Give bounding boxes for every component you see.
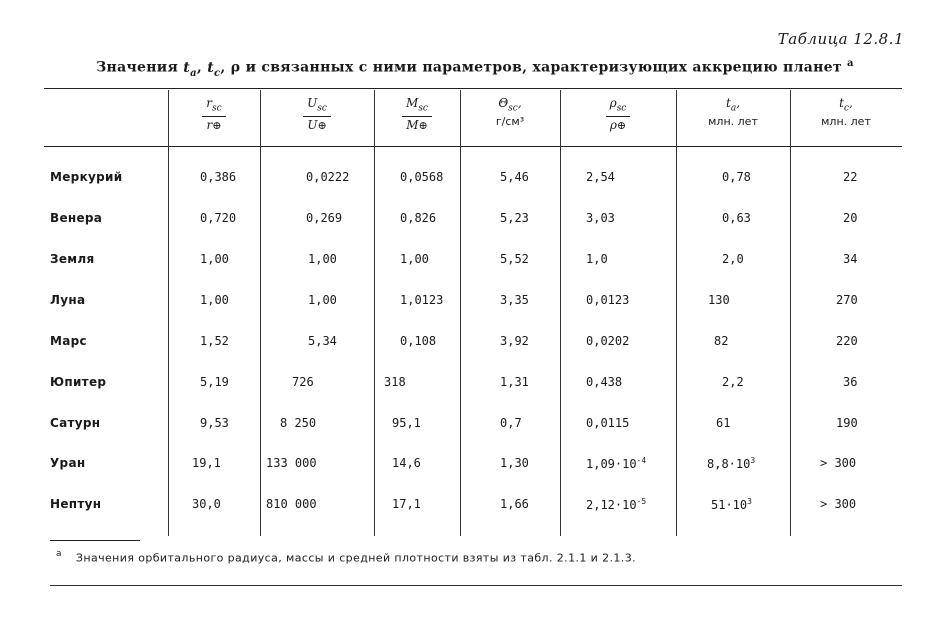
title-suffix: и связанных с ними параметров, характеризующих аккрецию планет: [245, 59, 842, 76]
cell-rho: 0,0123: [586, 293, 630, 307]
cell-theta: 1,66: [500, 497, 529, 511]
footnote-text: Значения орбитального радиуса, массы и средней плотности взяты из табл. 2.1.1 и 2.1.3.: [75, 551, 636, 565]
footnote-mark: a: [56, 549, 62, 559]
cell-M: 17,1: [392, 497, 421, 511]
cell-theta: 3,35: [500, 293, 529, 307]
cell-ta: $8,8\cdot 10^3$: [707, 456, 756, 471]
footnote: [56, 549, 636, 565]
header-U-ratio: $\frac{U_{sc}}{U\oplus}$: [260, 96, 374, 133]
header-bottom-rule: [44, 146, 902, 147]
cell-rho: 1,0: [586, 252, 608, 266]
table-row: [0, 211, 950, 231]
cell-tc: 20: [843, 211, 858, 225]
cell-r: 30,0: [192, 497, 221, 511]
cell-ta: 2,0: [722, 252, 744, 266]
cell-theta: 5,23: [500, 211, 529, 225]
cell-theta: 5,46: [500, 170, 529, 184]
cell-rho: $2,12\cdot 10^{-5}$: [586, 497, 647, 512]
cell-U: 5,34: [308, 334, 337, 348]
header-rho-ratio: $\frac{\rho_{sc}}{\rho\oplus}$: [560, 96, 676, 133]
cell-U: 8 250: [280, 416, 317, 430]
header-tc: $t_c$, млн. лет: [821, 96, 871, 129]
title-note-mark: a: [847, 58, 854, 69]
header-ta: $t_a$, млн. лет: [708, 96, 758, 129]
cell-M: 95,1: [392, 416, 421, 430]
title-rho: ρ: [230, 59, 241, 76]
page-bottom-rule: [50, 585, 902, 586]
cell-U: 810 000: [266, 497, 317, 511]
table-row: [0, 456, 950, 476]
cell-r: 1,00: [200, 293, 229, 307]
cell-ta: 0,63: [722, 211, 751, 225]
cell-tc: 34: [843, 252, 858, 266]
cell-ta: 2,2: [722, 375, 744, 389]
cell-rho: 0,0115: [586, 416, 630, 430]
cell-rho: 3,03: [586, 211, 615, 225]
planet-name: Марс: [50, 334, 87, 348]
table-row: [0, 293, 950, 313]
footnote-rule: [50, 540, 140, 541]
cell-M: 0,0568: [400, 170, 444, 184]
cell-r: 1,52: [200, 334, 229, 348]
table-number-label: Таблица 12.8.1: [777, 30, 904, 48]
cell-U: 0,269: [306, 211, 343, 225]
cell-rho: 2,54: [586, 170, 615, 184]
planet-name: Сатурн: [50, 416, 101, 430]
cell-r: 19,1: [192, 456, 221, 470]
table-row: [0, 170, 950, 190]
cell-tc: 270: [836, 293, 858, 307]
cell-M: 1,00: [400, 252, 429, 266]
table-top-rule: [44, 88, 902, 89]
cell-tc: 36: [843, 375, 858, 389]
cell-tc: > 300: [820, 456, 857, 470]
cell-tc: 22: [843, 170, 858, 184]
cell-tc: 190: [836, 416, 858, 430]
cell-ta: 130: [708, 293, 730, 307]
planet-name: Венера: [50, 211, 103, 225]
cell-M: 0,108: [400, 334, 437, 348]
cell-tc: > 300: [820, 497, 857, 511]
cell-rho: 0,438: [586, 375, 623, 389]
table-title: Значения $t_a$, $t_c$, ρ и связанных с ними параметров, характеризующих аккрецию планет $^a$: [96, 58, 854, 79]
cell-U: 0,0222: [306, 170, 350, 184]
cell-U: 726: [292, 375, 314, 389]
header-r-ratio: $\frac{r_{sc}}{r\oplus}$: [168, 96, 260, 133]
cell-r: 5,19: [200, 375, 229, 389]
planet-name: Меркурий: [50, 170, 123, 184]
planet-name: Юпитер: [50, 375, 107, 389]
table-row: [0, 375, 950, 395]
cell-r: 9,53: [200, 416, 229, 430]
cell-theta: 1,30: [500, 456, 529, 470]
cell-rho: $1,09\cdot 10^{-4}$: [586, 456, 647, 471]
cell-r: 0,720: [200, 211, 237, 225]
cell-r: 0,386: [200, 170, 237, 184]
cell-ta: 61: [716, 416, 731, 430]
header-theta: $\Theta_{sc}$, г/см³: [495, 96, 525, 129]
title-prefix: Значения: [96, 59, 179, 76]
cell-theta: 5,52: [500, 252, 529, 266]
cell-U: 1,00: [308, 252, 337, 266]
planet-name: Уран: [50, 456, 86, 470]
title-ta: $t_a$: [183, 59, 197, 79]
cell-M: 0,826: [400, 211, 437, 225]
table-row: [0, 252, 950, 272]
cell-U: 133 000: [266, 456, 317, 470]
planet-name: Нептун: [50, 497, 102, 511]
planet-name: Земля: [50, 252, 95, 266]
cell-theta: 0,7: [500, 416, 522, 430]
table-row: [0, 416, 950, 436]
cell-U: 1,00: [308, 293, 337, 307]
cell-tc: 220: [836, 334, 858, 348]
cell-M: 318: [384, 375, 406, 389]
cell-r: 1,00: [200, 252, 229, 266]
planet-name: Луна: [50, 293, 86, 307]
cell-M: 1,0123: [400, 293, 444, 307]
cell-theta: 1,31: [500, 375, 529, 389]
cell-rho: 0,0202: [586, 334, 630, 348]
table-row: [0, 497, 950, 517]
cell-ta: $51\cdot 10^3$: [711, 497, 752, 512]
header-M-ratio: $\frac{M_{sc}}{M\oplus}$: [374, 96, 460, 133]
cell-M: 14,6: [392, 456, 421, 470]
cell-theta: 3,92: [500, 334, 529, 348]
title-tc: $t_c$: [207, 59, 221, 79]
cell-ta: 0,78: [722, 170, 751, 184]
table-row: [0, 334, 950, 354]
cell-ta: 82: [714, 334, 729, 348]
